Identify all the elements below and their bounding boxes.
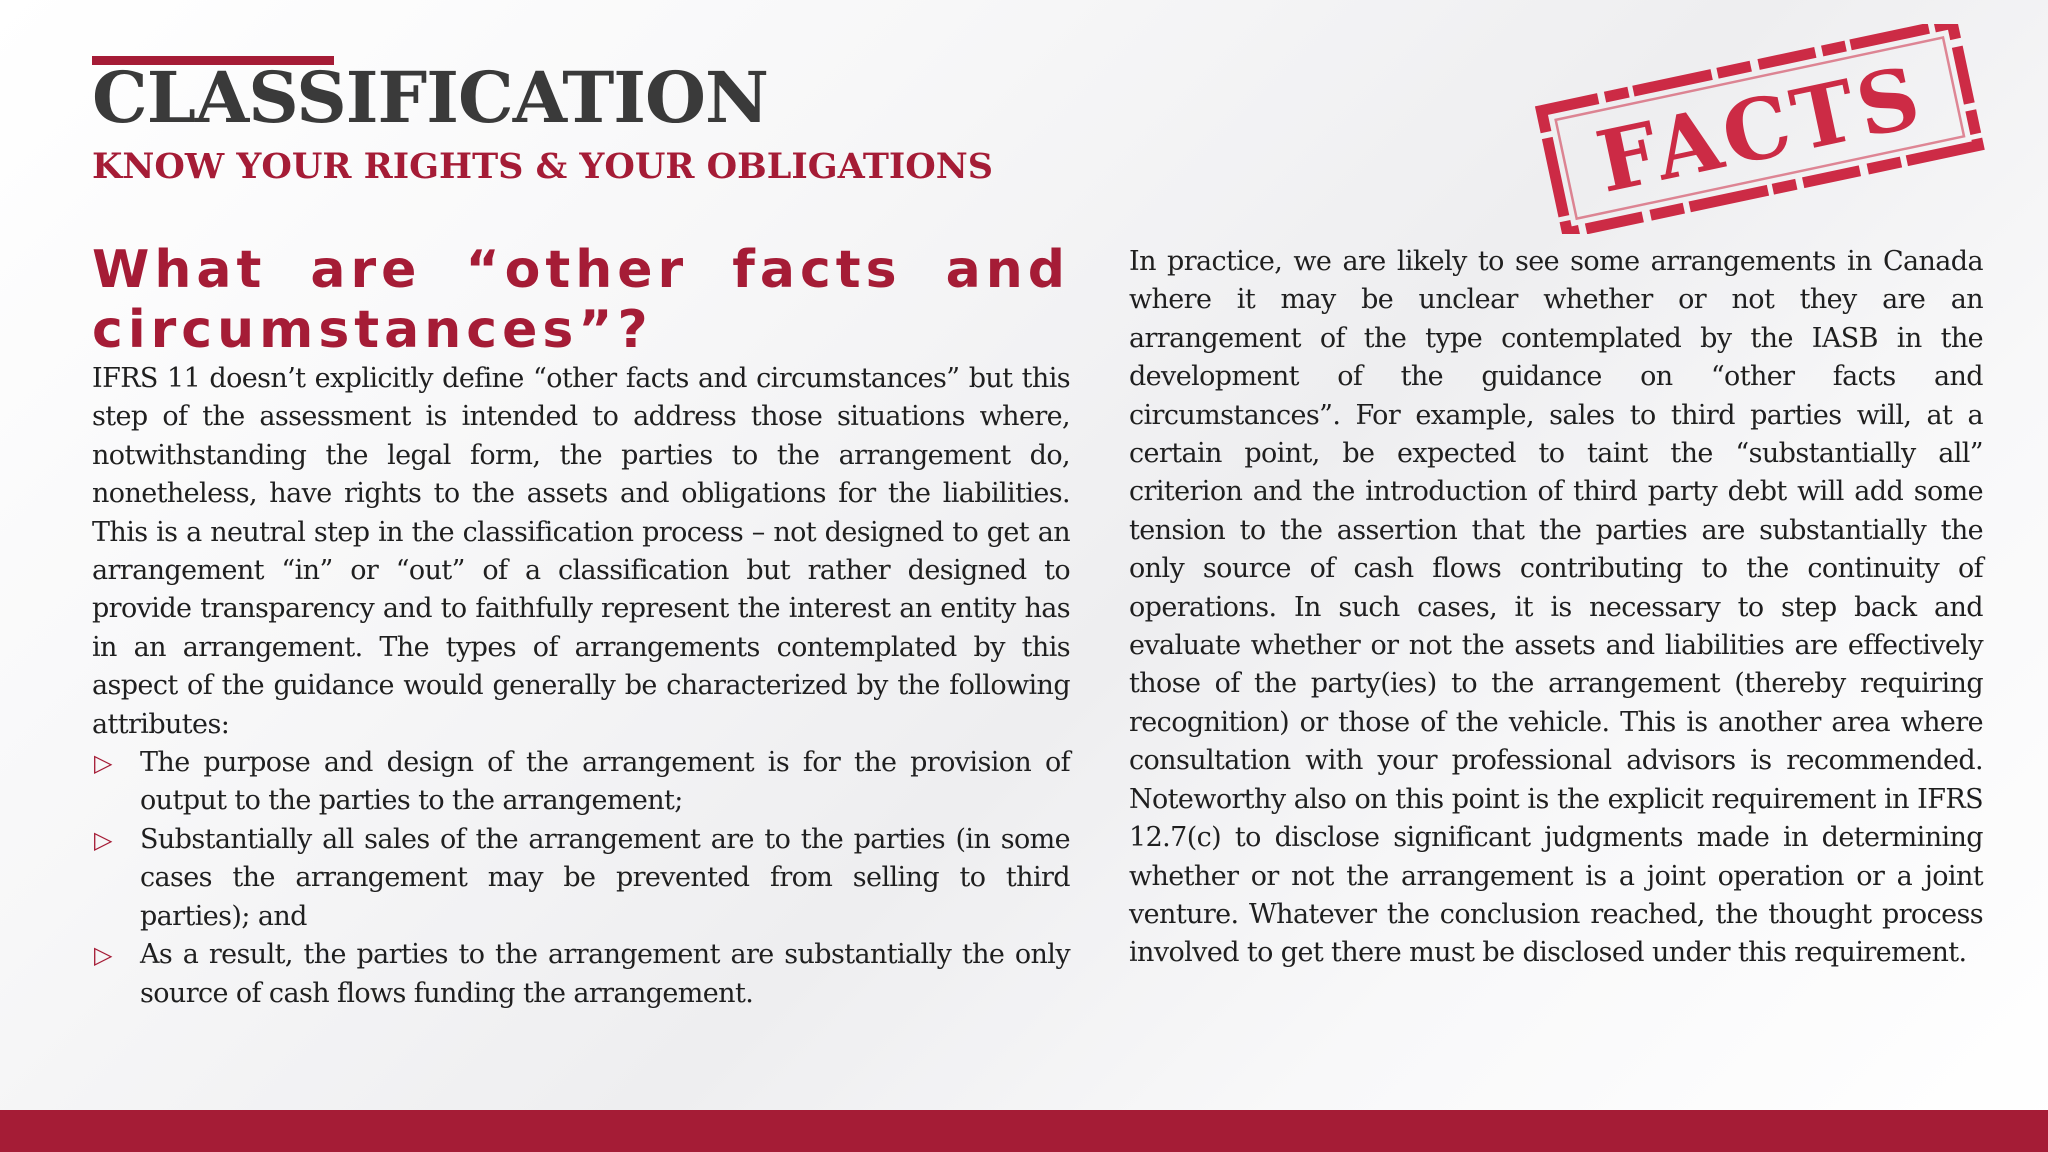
footer-bar [0, 1110, 2048, 1152]
attribute-list [92, 744, 1070, 1013]
triangle-bullet-icon: ▷ [94, 825, 112, 854]
list-item-text: The purpose and design of the arrangement is for the provision of output to the parties to the arrangement; [140, 747, 1070, 817]
section-question-heading: What are “other facts and circumstances”? [92, 240, 1070, 360]
left-column [92, 240, 1070, 1013]
list-item [92, 821, 1070, 936]
list-item-text: As a result, the parties to the arrangement are substantially the only source of cash flows funding the arrangement. [140, 939, 1070, 1009]
slide-title: CLASSIFICATION [92, 56, 768, 139]
facts-stamp-icon [1528, 24, 1988, 234]
left-body-paragraph: IFRS 11 doesn’t explicitly define “other facts and circumstances” but this step of the assessment is intended to address those situations where, notwithstanding the legal form, the parties to the arrangement do, nonetheless, have rights to the assets and obligations for the liabilities. This is a neutral step in the classification process – not designed to get an arrangement “in” or “out” of a classification but rather designed to provide transparency and to faithfully represent the interest an entity has in an arrangement. The types of arrangements contemplated by this aspect of the guidance would generally be characterized by the following attributes: [92, 363, 1070, 740]
stamp-text: FACTS [1588, 46, 1932, 212]
triangle-bullet-icon: ▷ [94, 941, 112, 970]
triangle-bullet-icon: ▷ [94, 749, 112, 778]
right-body-paragraph: In practice, we are likely to see some arrangements in Canada where it may be unclear whether or not they are an arrangement of the type contemplated by the IASB in the development of the guidance on “other facts and circumstances”. For example, sales to third parties will, at a certain point, be expected to taint the “substantially all” criterion and the introduction of third party debt will add some tension to the assertion that the parties are substantially the only source of cash flows contributing to the continuity of operations. In such cases, it is necessary to step back and evaluate whether or not the assets and liabilities are effectively those of the party(ies) to the arrangement (thereby requiring recognition) or those of the vehicle. This is another area where consultation with your professional advisors is recommended. Noteworthy also on this point is the explicit requirement in IFRS 12.7(c) to disclose significant judgments made in determining whether or not the arrangement is a joint operation or a joint venture. Whatever the conclusion reached, the thought process involved to get there must be disclosed under this requirement. [1129, 246, 1983, 969]
list-item [92, 936, 1070, 1013]
list-item-text: Substantially all sales of the arrangement are to the parties (in some cases the arrangement may be prevented from selling to third parties); and [140, 823, 1070, 932]
list-item [92, 744, 1070, 821]
right-column [1129, 243, 1983, 973]
slide-subtitle: KNOW YOUR RIGHTS & YOUR OBLIGATIONS [92, 146, 993, 187]
